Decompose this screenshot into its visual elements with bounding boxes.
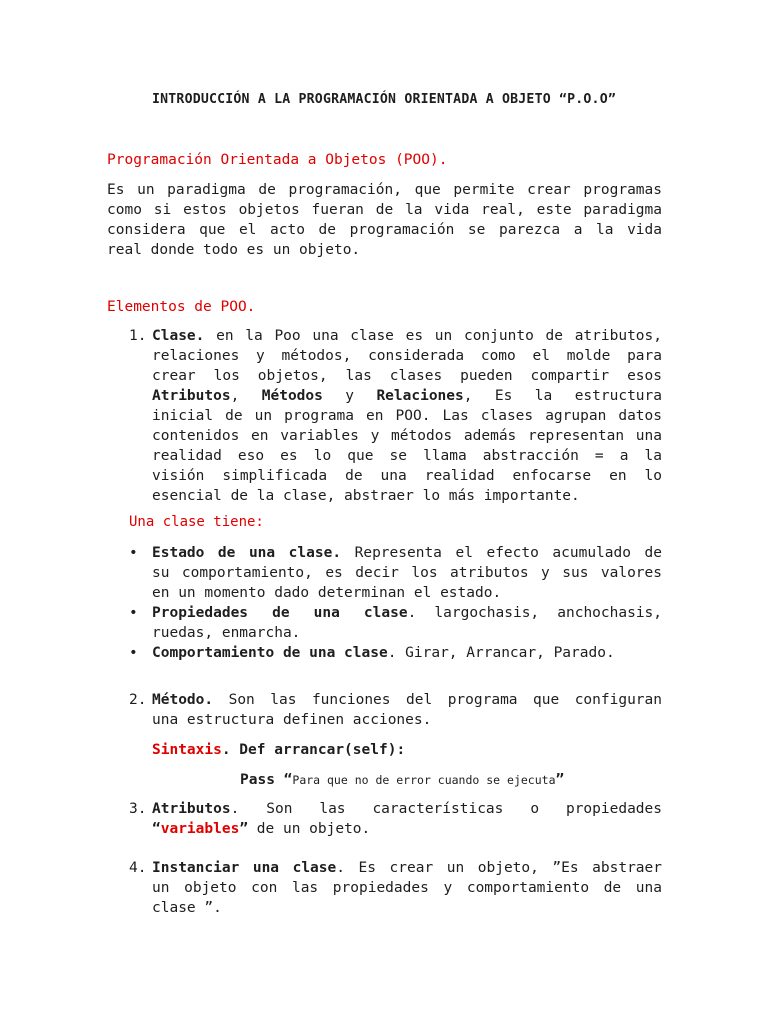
bullet-line xyxy=(152,643,662,663)
term-propiedades: Propiedades de una clase xyxy=(152,605,408,621)
paragraph-line: Es un paradigma de programación, que permite crear programas xyxy=(107,182,662,198)
list-number: 1. xyxy=(129,328,147,344)
bullet-icon: • xyxy=(129,645,138,661)
bullet-item-comportamiento xyxy=(107,643,662,663)
pass-quote-open: “ xyxy=(274,772,293,788)
bullet-item-estado xyxy=(107,543,662,603)
item-text: , xyxy=(230,388,262,404)
bullet-text: . largochasis, anchochasis, xyxy=(407,605,663,621)
item-line: un objeto con las propiedades y comportamiento de una xyxy=(152,880,662,896)
list-item-atributos xyxy=(107,799,662,839)
item-line: contenidos en variables y métodos además representan una xyxy=(152,428,662,444)
section-heading-poo: Programación Orientada a Objetos (POO). xyxy=(107,152,448,168)
item-line: inicial de un programa en POO. Las clases agrupan datos xyxy=(152,408,662,424)
term-atributos-item: Atributos xyxy=(152,801,231,817)
item-text: Son las funciones del programa que configuran xyxy=(213,692,662,708)
item-text: en la Poo una clase es un conjunto de atributos, xyxy=(204,328,662,344)
paragraph-line: como si estos objetos fueran de la vida real, este paradigma xyxy=(107,202,662,218)
bullet-body xyxy=(152,543,662,603)
bullet-line: ruedas, enmarcha. xyxy=(152,625,301,641)
poo-definition-paragraph xyxy=(107,180,662,260)
syntax-label: Sintaxis xyxy=(152,742,222,758)
pass-comment: Para que no de error cuando se ejecuta xyxy=(292,773,556,787)
subheading-una-clase-tiene: Una clase tiene: xyxy=(129,514,264,530)
document-title: INTRODUCCIÓN A LA PROGRAMACIÓN ORIENTADA A OBJETO “P.O.O” xyxy=(152,92,616,107)
bullet-line xyxy=(152,603,662,623)
item-line: realidad eso es lo que se llama abstracción = a la xyxy=(152,448,662,464)
list-item-clase xyxy=(107,326,662,506)
list-item-metodo xyxy=(107,690,662,730)
item-line xyxy=(152,690,662,710)
quote-close: ” xyxy=(239,821,249,837)
term-metodo: Método. xyxy=(152,692,214,708)
item-line xyxy=(152,858,662,878)
pass-quote-close: ” xyxy=(555,772,565,788)
bullet-text: . Girar, Arrancar, Parado. xyxy=(387,645,615,661)
paragraph-line: considera que el acto de programación se parezca a la vida xyxy=(107,222,662,238)
term-metodos: Métodos xyxy=(261,388,323,404)
item-line: esencial de la clase, abstraer lo más importante. xyxy=(152,488,580,504)
term-instanciar: Instanciar una clase xyxy=(152,860,337,876)
term-variables: variables xyxy=(160,821,240,837)
item-text: . Es crear un objeto, ”Es abstraer xyxy=(336,860,662,876)
item-line: visión simplificada de una realidad enfocarse en lo xyxy=(152,468,662,484)
quote-open: “ xyxy=(152,821,161,837)
syntax-body xyxy=(152,740,662,760)
item-line xyxy=(152,326,662,346)
list-item-body xyxy=(152,326,662,506)
pass-text xyxy=(240,772,564,788)
item-text: de un objeto. xyxy=(248,821,371,837)
item-line: clase ”. xyxy=(152,900,222,916)
paragraph-line: real donde todo es un objeto. xyxy=(107,242,361,258)
syntax-line xyxy=(107,740,662,760)
item-text: . Son las características o propiedades xyxy=(230,801,662,817)
bullet-body xyxy=(152,643,662,663)
term-relaciones: Relaciones xyxy=(376,388,464,404)
pass-keyword: Pass xyxy=(240,772,275,788)
item-line xyxy=(152,386,662,406)
pass-line xyxy=(240,770,660,790)
list-item-instanciar xyxy=(107,858,662,918)
bullet-text: Representa el efecto acumulado de xyxy=(341,545,662,561)
item-line: una estructura definen acciones. xyxy=(152,712,432,728)
bullet-icon: • xyxy=(129,605,138,621)
bullet-line: en un momento dado determinan el estado. xyxy=(152,585,502,601)
list-item-body xyxy=(152,799,662,839)
item-text: , Es la estructura xyxy=(463,388,662,404)
item-line: crear los objetos, las clases pueden compartir esos xyxy=(152,368,662,384)
list-item-body xyxy=(152,858,662,918)
list-number: 3. xyxy=(129,801,147,817)
term-comportamiento: Comportamiento de una clase xyxy=(152,645,388,661)
item-line: relaciones y métodos, considerada como el molde para xyxy=(152,348,662,364)
bullet-line: su comportamiento, es decir los atributos y sus valores xyxy=(152,565,662,581)
term-clase: Clase. xyxy=(152,328,205,344)
section-heading-elementos: Elementos de POO. xyxy=(107,299,256,315)
item-line xyxy=(152,799,662,819)
item-line xyxy=(152,819,662,839)
list-number: 4. xyxy=(129,860,147,876)
item-text: y xyxy=(322,388,377,404)
syntax-text xyxy=(152,740,662,760)
list-number: 2. xyxy=(129,692,147,708)
bullet-item-propiedades xyxy=(107,603,662,643)
list-item-body xyxy=(152,690,662,730)
bullet-line xyxy=(152,543,662,563)
bullet-icon: • xyxy=(129,545,138,561)
term-atributos: Atributos xyxy=(152,388,231,404)
bullet-body xyxy=(152,603,662,643)
syntax-code: . Def arrancar(self): xyxy=(221,742,406,758)
term-estado: Estado de una clase. xyxy=(152,545,342,561)
